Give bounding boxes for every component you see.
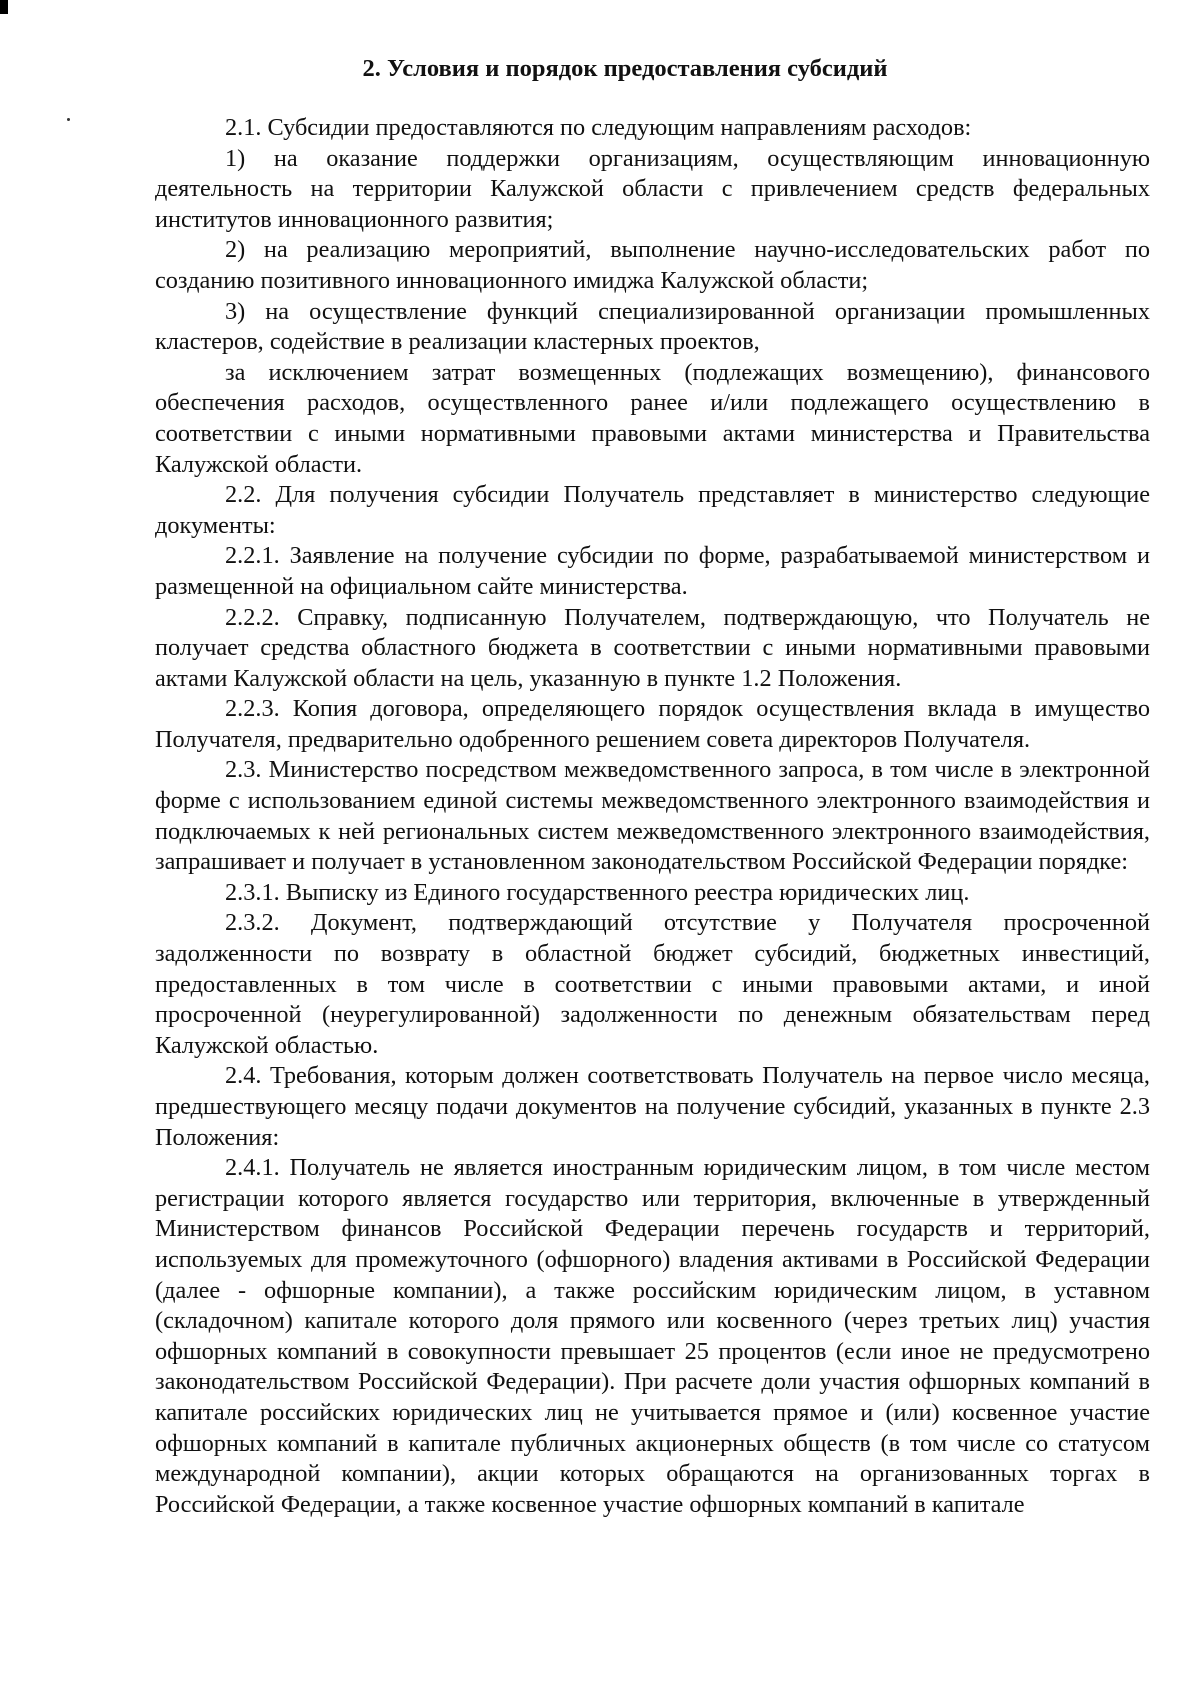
paragraph-item-2: 2) на реализацию мероприятий, выполнение научно-исследовательских работ по созданию позитивного инновационного имиджа Калужской области;	[155, 236, 1150, 294]
paragraph-2-1: 2.1. Субсидии предоставляются по следующим направлениям расходов:	[225, 114, 972, 141]
paragraph-2-3: 2.3. Министерство посредством межведомственного запроса, в том числе в электронной форме с использованием единой системы межведомственного электронного взаимодействия и подключаемых к ней региональных систем межведомственного электронного взаимодействия, запрашивает и получает в установленном законодательством Российской Федерации порядке:	[155, 756, 1150, 876]
paragraph-2-3-2: 2.3.2. Документ, подтверждающий отсутствие у Получателя просроченной задолженности по возврату в областной бюджет субсидий, бюджетных инвестиций, предоставленных в том числе в соответствии с иными правовыми актами, и иной просроченной (неурегулированной) задолженности по денежным обязательствам перед Калужской областью.	[155, 909, 1150, 1059]
document-body	[155, 113, 1150, 1520]
paragraph-item-3: 3) на осуществление функций специализированной организации промышленных кластеров, содействие в реализации кластерных проектов,	[155, 297, 1150, 356]
scan-artifact	[0, 0, 8, 14]
paragraph-2-2-3: 2.2.3. Копия договора, определяющего порядок осуществления вклада в имущество Получателя, предварительно одобренного решением совета директоров Получателя.	[155, 695, 1150, 753]
paragraph-2-4-1: 2.4.1. Получатель не является иностранным юридическим лицом, в том числе местом регистрации которого является государство или территория, включенные в утвержденный Министерством финансов Российской Федерации перечень государств и территорий, используемых для промежуточного (офшорного) владения активами в Российской Федерации (далее - офшорные компании), а также российским юридическим лицом, в уставном (складочном) капитале которого доля прямого или косвенного (через третьих лиц) участия офшорных компаний в совокупности превышает 25 процентов (если иное не предусмотрено законодательством Российской Федерации). При расчете доли участия офшорных компаний в капитале российских юридических лиц не учитывается прямое и (или) косвенное участие офшорных компаний в капитале публичных акционерных обществ (в том числе со статусом международной компании), акции которых обращаются на организованных торгах в Российской Федерации, а также косвенное участие офшорных компаний в капитале	[155, 1154, 1150, 1518]
paragraph-2-2-2: 2.2.2. Справку, подписанную Получателем, подтверждающую, что Получатель не получает средства областного бюджета в соответствии с иными нормативными правовыми актами Калужской области на цель, указанную в пункте 1.2 Положения.	[155, 603, 1150, 692]
section-heading: 2. Условия и порядок предоставления субсидий	[362, 55, 888, 82]
scan-speck	[67, 118, 70, 121]
paragraph-item-1: 1) на оказание поддержки организациям, осуществляющим инновационную деятельность на территории Калужской области с привлечением средств федеральных институтов инновационного развития;	[155, 144, 1150, 233]
paragraph-2-2: 2.2. Для получения субсидии Получатель представляет в министерство следующие документы:	[155, 481, 1150, 539]
paragraph-2-4: 2.4. Требования, которым должен соответствовать Получатель на первое число месяца, предшествующего месяцу подачи документов на получение субсидий, указанных в пункте 2.3 Положения:	[155, 1062, 1150, 1151]
paragraph-2-3-1: 2.3.1. Выписку из Единого государственного реестра юридических лиц.	[225, 878, 970, 906]
paragraph-exception: за исключением затрат возмещенных (подлежащих возмещению), финансового обеспечения расходов, осуществленного ранее и/или подлежащего осуществлению в соответствии с иными нормативными правовыми актами министерства и Правительства Калужской области.	[155, 358, 1150, 478]
paragraph-2-2-1: 2.2.1. Заявление на получение субсидии по форме, разрабатываемой министерством и размещенной на официальном сайте министерства.	[155, 542, 1150, 600]
